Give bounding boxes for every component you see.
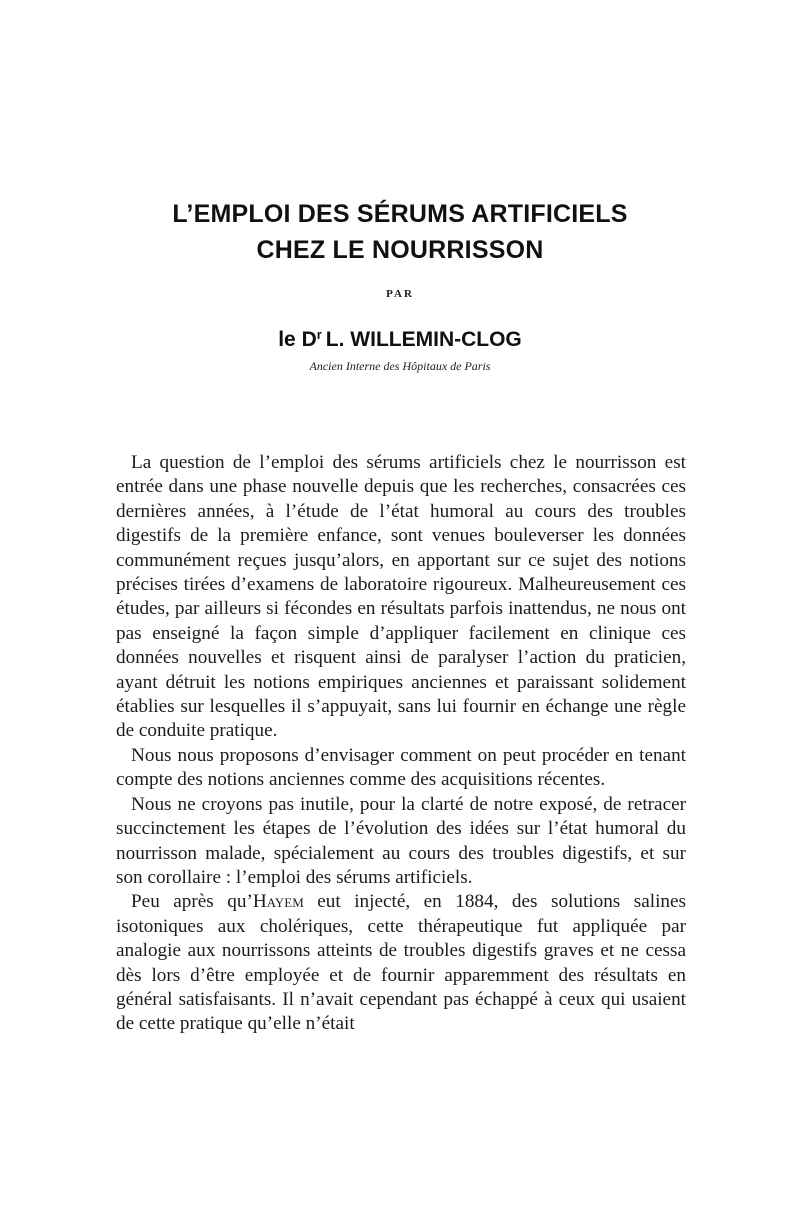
article-body (116, 451, 686, 1037)
author-name: L. WILLEMIN-CLOG (325, 328, 522, 351)
name-hayem: Hayem (252, 891, 304, 913)
article-title-line-1: L’EMPLOI DES SÉRUMS ARTIFICIELS (172, 200, 628, 228)
author-affiliation: Ancien Interne des Hôpitaux de Paris (309, 359, 491, 373)
paragraph-4-rest: eut injecté, en 1884, des solutions salines isotoniques aux cholériques, cette thérapeutique fut appliquée par analogie aux nourrissons atteints de troubles digestifs graves et ne cessa dès lors d’être employée et de fournir apparemment des résultats en général satisfaisants. Il n’avait cependant pas échappé à ceux qui usaient de cette pratique qu’elle n’était (116, 891, 686, 1035)
author-line (0, 327, 800, 352)
paragraph-4-start: Peu après qu’ (131, 891, 253, 913)
paragraph-1: La question de l’emploi des sérums artificiels chez le nourrisson est entrée dans une phase nouvelle depuis que les recherches, consacrées ces dernières années, à l’étude de l’état humoral au cours des troubles digestifs de la première enfance, sont venues bouleverser les données communément reçues jusqu’alors, en apportant sur ce sujet des notions précises tirées d’examens de laboratoire rigoureux. Malheureusement ces études, par ailleurs si fécondes en résultats parfois inattendus, ne nous ont pas enseigné la façon simple d’appliquer facilement en clinique ces données nouvelles et risquent ainsi de paralyser l’action du praticien, ayant détruit les notions empiriques anciennes et paraissant solidement établies sur lesquelles il s’appuyait, sans lui fournir en échange une règle de conduite pratique. (116, 452, 686, 742)
paragraph-3: Nous ne croyons pas inutile, pour la clarté de notre exposé, de retracer succinctement les étapes de l’évolution des idées sur l’état humoral du nourrisson malade, spécialement au cours des troubles digestifs, et sur son corollaire : l’emploi des sérums artificiels. (116, 793, 686, 888)
author-title-sup: r (316, 327, 322, 342)
paragraph-2: Nous nous proposons d’envisager comment on peut procéder en tenant compte des notions anciennes comme des acquisitions récentes. (116, 744, 686, 791)
paragraph-4 (116, 890, 686, 1036)
author-prefix: le D (278, 328, 317, 351)
article-title-line-2: CHEZ LE NOURRISSON (256, 236, 544, 264)
byline-par: PAR (386, 288, 414, 300)
